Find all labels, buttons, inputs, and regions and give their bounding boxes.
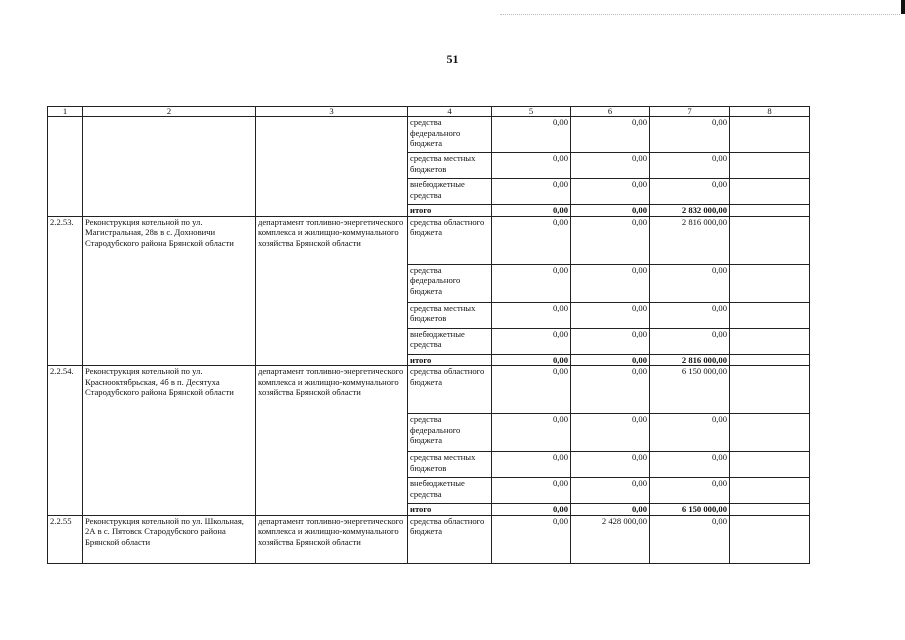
amount-col5: 0,00 xyxy=(492,354,571,366)
amount-col5: 0,00 xyxy=(492,504,571,516)
amount-col6: 0,00 xyxy=(571,478,650,504)
empty-col8 xyxy=(730,354,810,366)
item-executor: департамент топливно-энергетического комплекса и жилищно-коммунального хозяйства Брянской области xyxy=(256,515,408,563)
source-cell: внебюджетные средства xyxy=(408,179,492,205)
empty-col8 xyxy=(730,478,810,504)
empty-col8 xyxy=(730,179,810,205)
amount-col6: 0,00 xyxy=(571,354,650,366)
amount-col6: 0,00 xyxy=(571,328,650,354)
table-row xyxy=(48,515,810,563)
amount-col6: 0,00 xyxy=(571,216,650,264)
executor-cell xyxy=(256,117,408,217)
empty-col8 xyxy=(730,216,810,264)
amount-col6: 0,00 xyxy=(571,179,650,205)
table-body xyxy=(48,107,810,564)
empty-col8 xyxy=(730,515,810,563)
amount-col7: 2 832 000,00 xyxy=(650,205,730,217)
source-cell: внебюджетные средства xyxy=(408,478,492,504)
amount-col6: 2 428 000,00 xyxy=(571,515,650,563)
item-name: Реконструкция котельной по ул. Краснооктябрьская, 4б в п. Десятуха Стародубского района Брянской области xyxy=(83,366,256,516)
amount-col5: 0,00 xyxy=(492,153,571,179)
source-cell: средства местных бюджетов xyxy=(408,452,492,478)
table-row xyxy=(48,216,810,264)
amount-col5: 0,00 xyxy=(492,179,571,205)
empty-col8 xyxy=(730,117,810,153)
amount-col7: 2 816 000,00 xyxy=(650,216,730,264)
amount-col5: 0,00 xyxy=(492,515,571,563)
amount-col6: 0,00 xyxy=(571,504,650,516)
amount-col6: 0,00 xyxy=(571,153,650,179)
amount-col5: 0,00 xyxy=(492,478,571,504)
amount-col7: 0,00 xyxy=(650,328,730,354)
amount-col7: 0,00 xyxy=(650,414,730,452)
amount-col7: 0,00 xyxy=(650,117,730,153)
amount-col6: 0,00 xyxy=(571,366,650,414)
amount-col5: 0,00 xyxy=(492,264,571,302)
source-cell: итого xyxy=(408,504,492,516)
amount-col7: 0,00 xyxy=(650,264,730,302)
header-cell: 2 xyxy=(83,107,256,117)
amount-col6: 0,00 xyxy=(571,205,650,217)
amount-col7: 6 150 000,00 xyxy=(650,504,730,516)
source-cell: средства местных бюджетов xyxy=(408,302,492,328)
source-cell: средства федерального бюджета xyxy=(408,117,492,153)
item-code: 2.2.55 xyxy=(48,515,83,563)
source-cell: внебюджетные средства xyxy=(408,328,492,354)
empty-col8 xyxy=(730,414,810,452)
scan-artifact xyxy=(500,14,900,16)
item-executor: департамент топливно-энергетического комплекса и жилищно-коммунального хозяйства Брянской области xyxy=(256,216,408,366)
amount-col5: 0,00 xyxy=(492,302,571,328)
header-row xyxy=(48,107,810,117)
source-cell: средства федерального бюджета xyxy=(408,264,492,302)
scan-edge-mark xyxy=(901,0,905,14)
amount-col7: 0,00 xyxy=(650,515,730,563)
source-cell: средства областного бюджета xyxy=(408,216,492,264)
table-row xyxy=(48,366,810,414)
amount-col5: 0,00 xyxy=(492,414,571,452)
header-cell: 8 xyxy=(730,107,810,117)
amount-col7: 0,00 xyxy=(650,302,730,328)
amount-col5: 0,00 xyxy=(492,452,571,478)
source-cell: средства областного бюджета xyxy=(408,515,492,563)
item-name: Реконструкция котельной по ул. Школьная, 2А в с. Пятовск Стародубского района Брянской области xyxy=(83,515,256,563)
source-cell: средства федерального бюджета xyxy=(408,414,492,452)
empty-col8 xyxy=(730,153,810,179)
header-cell: 7 xyxy=(650,107,730,117)
amount-col5: 0,00 xyxy=(492,366,571,414)
empty-col8 xyxy=(730,264,810,302)
empty-col8 xyxy=(730,504,810,516)
header-cell: 3 xyxy=(256,107,408,117)
amount-col5: 0,00 xyxy=(492,216,571,264)
source-cell: средства областного бюджета xyxy=(408,366,492,414)
amount-col6: 0,00 xyxy=(571,414,650,452)
amount-col5: 0,00 xyxy=(492,205,571,217)
item-executor: департамент топливно-энергетического комплекса и жилищно-коммунального хозяйства Брянской области xyxy=(256,366,408,516)
header-cell: 1 xyxy=(48,107,83,117)
amount-col7: 0,00 xyxy=(650,478,730,504)
header-cell: 4 xyxy=(408,107,492,117)
amount-col6: 0,00 xyxy=(571,302,650,328)
budget-table xyxy=(47,106,810,564)
amount-col5: 0,00 xyxy=(492,117,571,153)
item-code: 2.2.54. xyxy=(48,366,83,516)
amount-col5: 0,00 xyxy=(492,328,571,354)
empty-col8 xyxy=(730,328,810,354)
item-name: Реконструкция котельной по ул. Магистральная, 28в в с. Дохновичи Стародубского района Брянской области xyxy=(83,216,256,366)
code-cell xyxy=(48,117,83,217)
amount-col6: 0,00 xyxy=(571,452,650,478)
source-cell: средства местных бюджетов xyxy=(408,153,492,179)
item-code: 2.2.53. xyxy=(48,216,83,366)
empty-col8 xyxy=(730,302,810,328)
source-cell: итого xyxy=(408,354,492,366)
header-cell: 5 xyxy=(492,107,571,117)
empty-col8 xyxy=(730,366,810,414)
table-row xyxy=(48,117,810,153)
amount-col7: 6 150 000,00 xyxy=(650,366,730,414)
amount-col6: 0,00 xyxy=(571,264,650,302)
amount-col6: 0,00 xyxy=(571,117,650,153)
page-number: 51 xyxy=(446,52,459,66)
empty-col8 xyxy=(730,205,810,217)
amount-col7: 0,00 xyxy=(650,179,730,205)
amount-col7: 0,00 xyxy=(650,153,730,179)
empty-col8 xyxy=(730,452,810,478)
amount-col7: 2 816 000,00 xyxy=(650,354,730,366)
name-cell xyxy=(83,117,256,217)
source-cell: итого xyxy=(408,205,492,217)
amount-col7: 0,00 xyxy=(650,452,730,478)
header-cell: 6 xyxy=(571,107,650,117)
